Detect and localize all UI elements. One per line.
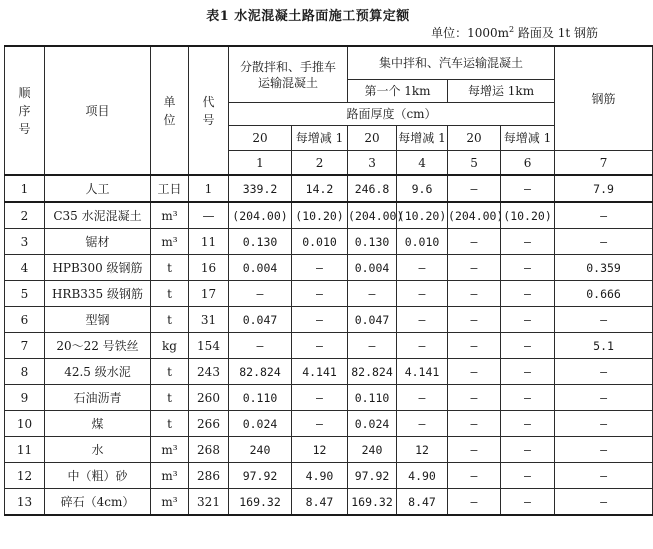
row-value: — — [501, 385, 555, 411]
row-no: 2 — [5, 202, 45, 229]
row-code: — — [189, 202, 229, 229]
header-sub-1: 20 — [229, 126, 292, 151]
row-value: — — [397, 385, 448, 411]
row-value: 0.047 — [229, 307, 292, 333]
row-value: — — [501, 333, 555, 359]
row-value: — — [448, 489, 501, 516]
table-row — [5, 463, 653, 489]
row-value: — — [501, 281, 555, 307]
row-value: — — [555, 437, 653, 463]
row-value: 169.32 — [229, 489, 292, 516]
row-code: 260 — [189, 385, 229, 411]
row-value: — — [555, 307, 653, 333]
row-item: 人工 — [45, 175, 151, 202]
row-value: 4.90 — [397, 463, 448, 489]
row-code: 268 — [189, 437, 229, 463]
row-value: — — [501, 463, 555, 489]
row-value: — — [448, 307, 501, 333]
row-value: — — [292, 307, 348, 333]
row-item: 42.5 级水泥 — [45, 359, 151, 385]
row-unit: m³ — [151, 202, 189, 229]
header-sub-6: 每增减 1 — [501, 126, 555, 151]
row-code: 11 — [189, 229, 229, 255]
row-value: — — [501, 175, 555, 202]
row-value: 0.110 — [348, 385, 397, 411]
row-value: — — [292, 255, 348, 281]
row-value: — — [229, 333, 292, 359]
row-no: 3 — [5, 229, 45, 255]
row-value: — — [448, 281, 501, 307]
col-number: 4 — [397, 151, 448, 176]
row-value: — — [501, 255, 555, 281]
table-row — [5, 202, 653, 229]
header-item: 项目 — [45, 46, 151, 175]
row-value: — — [397, 333, 448, 359]
row-value: 169.32 — [348, 489, 397, 516]
row-value: — — [292, 385, 348, 411]
row-value: 0.024 — [348, 411, 397, 437]
row-value: — — [501, 229, 555, 255]
header-group-manual: 分散拌和、手推车运输混凝土 — [229, 46, 348, 103]
header-sub-5: 20 — [448, 126, 501, 151]
row-value: — — [397, 307, 448, 333]
table-row — [5, 359, 653, 385]
row-no: 12 — [5, 463, 45, 489]
row-code: 243 — [189, 359, 229, 385]
row-value: 0.359 — [555, 255, 653, 281]
table-row — [5, 307, 653, 333]
row-unit: t — [151, 359, 189, 385]
row-value: 0.024 — [229, 411, 292, 437]
row-value: 4.141 — [292, 359, 348, 385]
row-code: 16 — [189, 255, 229, 281]
row-unit: t — [151, 255, 189, 281]
row-no: 4 — [5, 255, 45, 281]
row-item: 中（粗）砂 — [45, 463, 151, 489]
table-row — [5, 411, 653, 437]
table-title: 表1 水泥混凝土路面施工预算定额 — [206, 9, 410, 24]
row-value: — — [448, 333, 501, 359]
row-value: 240 — [348, 437, 397, 463]
row-value: — — [348, 281, 397, 307]
row-no: 11 — [5, 437, 45, 463]
row-value: 82.824 — [348, 359, 397, 385]
row-value: 0.047 — [348, 307, 397, 333]
row-value: — — [555, 229, 653, 255]
row-value: 9.6 — [397, 175, 448, 202]
row-unit: m³ — [151, 437, 189, 463]
row-code: 31 — [189, 307, 229, 333]
row-value: 0.004 — [348, 255, 397, 281]
quota-table — [4, 45, 653, 516]
row-no: 9 — [5, 385, 45, 411]
row-value: — — [501, 411, 555, 437]
row-value: 8.47 — [292, 489, 348, 516]
row-value: — — [292, 281, 348, 307]
row-value: (204.00) — [229, 202, 292, 229]
row-code: 1 — [189, 175, 229, 202]
header-rebar: 钢筋 — [555, 46, 653, 151]
row-value: — — [555, 202, 653, 229]
header-sub-3: 20 — [348, 126, 397, 151]
header-thickness: 路面厚度（cm） — [229, 103, 555, 126]
row-value: 12 — [397, 437, 448, 463]
row-value: — — [448, 437, 501, 463]
row-item: 水 — [45, 437, 151, 463]
header-seq: 顺 序 号 — [5, 46, 45, 175]
row-no: 13 — [5, 489, 45, 516]
row-value: 5.1 — [555, 333, 653, 359]
row-value: — — [501, 359, 555, 385]
row-value: 0.666 — [555, 281, 653, 307]
header-each-km: 每增运 1km — [448, 80, 555, 103]
row-no: 10 — [5, 411, 45, 437]
table-row — [5, 489, 653, 516]
table-row — [5, 281, 653, 307]
row-value: (10.20) — [397, 202, 448, 229]
row-no: 6 — [5, 307, 45, 333]
header-group-central: 集中拌和、汽车运输混凝土 — [348, 46, 555, 80]
row-unit: t — [151, 281, 189, 307]
table-row — [5, 255, 653, 281]
col-number: 6 — [501, 151, 555, 176]
row-value: — — [555, 385, 653, 411]
row-value: — — [397, 255, 448, 281]
row-value: — — [397, 281, 448, 307]
row-value: — — [501, 489, 555, 516]
row-item: C35 水泥混凝土 — [45, 202, 151, 229]
header-first-km: 第一个 1km — [348, 80, 448, 103]
row-value: (10.20) — [292, 202, 348, 229]
table-row — [5, 437, 653, 463]
header-unit: 单 位 — [151, 46, 189, 175]
row-value: 0.010 — [397, 229, 448, 255]
row-value: (204.00) — [348, 202, 397, 229]
col-number: 7 — [555, 151, 653, 176]
col-number: 1 — [229, 151, 292, 176]
row-value: — — [292, 411, 348, 437]
row-unit: t — [151, 385, 189, 411]
row-value: — — [348, 333, 397, 359]
row-item: 锯材 — [45, 229, 151, 255]
header-sub-4: 每增减 1 — [397, 126, 448, 151]
row-value: — — [501, 437, 555, 463]
row-value: — — [555, 359, 653, 385]
row-no: 1 — [5, 175, 45, 202]
row-value: 7.9 — [555, 175, 653, 202]
row-unit: kg — [151, 333, 189, 359]
row-value: 82.824 — [229, 359, 292, 385]
row-value: 97.92 — [348, 463, 397, 489]
row-value: — — [448, 463, 501, 489]
row-value: — — [555, 489, 653, 516]
row-value: — — [448, 385, 501, 411]
row-value: — — [292, 333, 348, 359]
row-value: — — [448, 411, 501, 437]
row-value: — — [555, 463, 653, 489]
header-sub-2: 每增减 1 — [292, 126, 348, 151]
row-value: — — [448, 359, 501, 385]
row-unit: m³ — [151, 489, 189, 516]
col-number: 3 — [348, 151, 397, 176]
row-item: 型钢 — [45, 307, 151, 333]
row-value: 339.2 — [229, 175, 292, 202]
row-value: 0.004 — [229, 255, 292, 281]
row-value: 12 — [292, 437, 348, 463]
row-unit: m³ — [151, 463, 189, 489]
row-unit: t — [151, 411, 189, 437]
row-value: 0.010 — [292, 229, 348, 255]
row-item: HPB300 级钢筋 — [45, 255, 151, 281]
row-code: 17 — [189, 281, 229, 307]
table-row — [5, 175, 653, 202]
row-no: 8 — [5, 359, 45, 385]
row-value: 14.2 — [292, 175, 348, 202]
row-value: — — [448, 175, 501, 202]
table-row — [5, 333, 653, 359]
row-item: 煤 — [45, 411, 151, 437]
row-item: 石油沥青 — [45, 385, 151, 411]
row-item: 20～22 号铁丝 — [45, 333, 151, 359]
row-unit: 工日 — [151, 175, 189, 202]
row-no: 5 — [5, 281, 45, 307]
row-value: 8.47 — [397, 489, 448, 516]
row-code: 266 — [189, 411, 229, 437]
row-value: (204.00) — [448, 202, 501, 229]
row-value: — — [229, 281, 292, 307]
row-value: — — [555, 411, 653, 437]
row-value: 97.92 — [229, 463, 292, 489]
row-no: 7 — [5, 333, 45, 359]
row-unit: m³ — [151, 229, 189, 255]
row-unit: t — [151, 307, 189, 333]
row-value: — — [501, 307, 555, 333]
row-value: 246.8 — [348, 175, 397, 202]
row-value: 4.90 — [292, 463, 348, 489]
row-value: — — [448, 229, 501, 255]
row-item: HRB335 级钢筋 — [45, 281, 151, 307]
col-number: 5 — [448, 151, 501, 176]
row-value: 0.130 — [348, 229, 397, 255]
row-value: — — [397, 411, 448, 437]
row-value: — — [448, 255, 501, 281]
table-row — [5, 229, 653, 255]
row-value: (10.20) — [501, 202, 555, 229]
row-code: 321 — [189, 489, 229, 516]
row-value: 240 — [229, 437, 292, 463]
header-code: 代 号 — [189, 46, 229, 175]
table-row — [5, 385, 653, 411]
row-value: 0.130 — [229, 229, 292, 255]
row-value: 4.141 — [397, 359, 448, 385]
row-code: 154 — [189, 333, 229, 359]
col-number: 2 — [292, 151, 348, 176]
row-item: 碎石（4cm） — [45, 489, 151, 516]
unit-note: 单位：$1000m^2$ 路面及 1t 钢筋 — [431, 25, 598, 40]
row-value: 0.110 — [229, 385, 292, 411]
row-code: 286 — [189, 463, 229, 489]
